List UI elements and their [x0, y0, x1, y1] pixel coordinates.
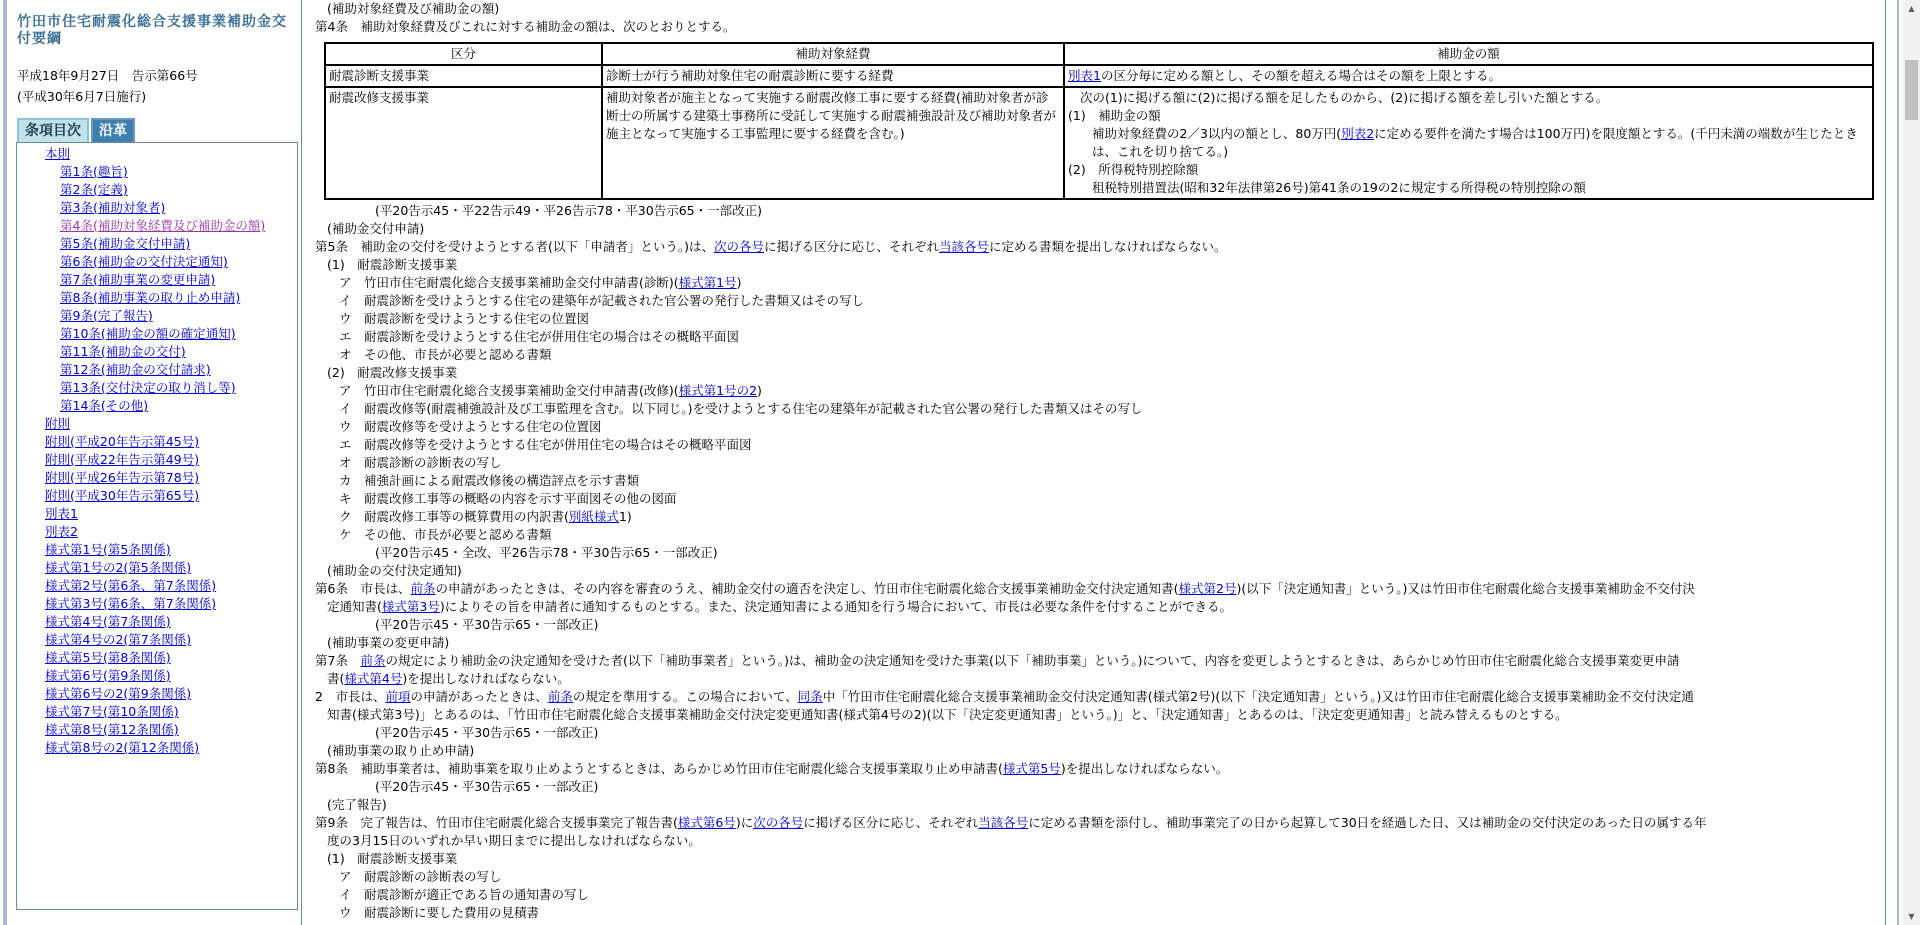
link-same-article[interactable]: 同条: [797, 689, 823, 704]
toc-link-article-1[interactable]: 第1条(趣旨): [60, 164, 128, 179]
frame-border-divider: [301, 0, 302, 925]
amendment-note: (平20告示45・平30告示65・一部改正): [375, 617, 599, 632]
toc-item: [17, 379, 297, 397]
toc-item: [17, 181, 297, 199]
article-7-paragraph-2-cont: 知書(様式第3号)」とあるのは、「竹田市住宅耐震化総合支援事業補助金交付決定変更通知書(様式第4号の2)(以下「決定変更通知書」という。)」と、「決定通知書」とあるのは、「決定変更通知書」と読み替えるものとする。: [327, 707, 1568, 722]
law-body: [315, 0, 1875, 925]
link-form-6[interactable]: 様式第6号: [677, 815, 736, 830]
article-number: 第8条: [315, 761, 348, 776]
link-form-1-2[interactable]: 様式第1号の2: [678, 383, 758, 398]
toc-item: [17, 289, 297, 307]
link-previous-article[interactable]: 前条: [547, 689, 573, 704]
toc-item: [17, 415, 297, 433]
frame-border-left: [3, 0, 7, 925]
toc-item: [17, 325, 297, 343]
link-said-items[interactable]: 当該各号: [978, 815, 1029, 830]
toc-link-form-6-2[interactable]: 様式第6号の2(第9条関係): [45, 686, 192, 701]
toc-link-honsoku[interactable]: 本則: [45, 146, 71, 161]
sub-item: エ 耐震診断を受けようとする住宅が併用住宅の場合はその概略平面図: [339, 329, 740, 344]
toc-item: [17, 613, 297, 631]
toc-item: [17, 235, 297, 253]
sub-item: オ その他、市長が必要と認める書類: [339, 347, 552, 362]
table-header: 補助金の額: [1064, 43, 1873, 65]
toc-link-fusoku-h30[interactable]: 附則(平成30年告示第65号): [45, 488, 200, 503]
amendment-note: (平20告示45・平30告示65・一部改正): [375, 725, 599, 740]
frame-border-right: [1885, 0, 1886, 925]
toc-item: [17, 307, 297, 325]
item-title: (1) 耐震診断支援事業: [327, 257, 458, 272]
amendment-note: (平20告示45・全改、平26告示78・平30告示65・一部改正): [375, 545, 718, 560]
law-title: 竹田市住宅耐震化総合支援事業補助金交付要綱: [17, 14, 287, 47]
toc-item: [17, 631, 297, 649]
sub-item: キ 耐震改修工事等の概略の内容を示す平面図その他の図面: [339, 491, 677, 506]
toc-link-article-10[interactable]: 第10条(補助金の額の確定通知): [60, 326, 236, 341]
toc-item: [17, 451, 297, 469]
toc-link-article-9[interactable]: 第9条(完了報告): [60, 308, 153, 323]
promulgation-date: 平成18年9月27日 告示第66号: [17, 68, 198, 83]
frame-border-outer: [1897, 0, 1899, 925]
article-7-text: 第7条 前条の規定により補助金の決定通知を受けた者(以下「補助事業者」という。)は、補助金の決定通知を受けた事業(以下「補助事業」という。)について、内容を変更しようとするときは、あらかじめ竹田市住宅耐震化総合支援事業変更申請: [315, 653, 1680, 668]
toc-item: [17, 397, 297, 415]
sub-item: ア 竹田市住宅耐震化総合支援事業補助金交付申請書(診断)(様式第1号): [339, 275, 742, 290]
article-7-paragraph-2: 2 市長は、前項の申請があったときは、前条の規定を準用する。この場合において、同条中「竹田市住宅耐震化総合支援事業補助金交付決定通知書(様式第2号)(以下「決定通知書」という。)又は竹田市住宅耐震化総合支援事業補助金不交付決定通: [315, 689, 1694, 704]
scrollbar-thumb[interactable]: [1905, 60, 1918, 120]
toc-link-article-3[interactable]: 第3条(補助対象者): [60, 200, 166, 215]
table-row: [325, 87, 1873, 199]
toc-link-article-7[interactable]: 第7条(補助事業の変更申請): [60, 272, 216, 287]
toc-link-fusoku-h26[interactable]: 附則(平成26年告示第78号): [45, 470, 200, 485]
sub-item: ア 耐震診断の診断表の写し: [339, 869, 502, 884]
sidebar: [0, 0, 300, 925]
article-4-text: [315, 18, 1875, 36]
article-5-caption: (補助金交付申請): [327, 221, 425, 236]
toc-item: [17, 649, 297, 667]
article-body: 補助対象経費及びこれに対する補助金の額は、次のとおりとする。: [360, 19, 736, 34]
article-number: 第5条: [315, 239, 348, 254]
toc-link-article-2[interactable]: 第2条(定義): [60, 182, 128, 197]
toc-link-article-11[interactable]: 第11条(補助金の交付): [60, 344, 186, 359]
link-form-4[interactable]: 様式第4号: [344, 671, 403, 686]
article-8-caption: (補助事業の取り止め申請): [327, 743, 475, 758]
article-5-text: 第5条 補助金の交付を受けようとする者(以下「申請者」という。)は、次の各号に掲げる区分に応じ、それぞれ当該各号に定める書類を提出しなければならない。: [315, 239, 1227, 254]
table-header-row: [325, 43, 1873, 65]
toc-item: [17, 595, 297, 613]
article-4-caption: (補助対象経費及び補助金の額): [327, 1, 500, 16]
toc-link-article-4[interactable]: 第4条(補助対象経費及び補助金の額): [60, 218, 266, 233]
sub-item: ア 竹田市住宅耐震化総合支援事業補助金交付申請書(改修)(様式第1号の2): [339, 383, 762, 398]
sub-item: ケ その他、市長が必要と認める書類: [339, 527, 552, 542]
link-form-1[interactable]: 様式第1号: [678, 275, 737, 290]
table-cell: 次の(1)に掲げる額に(2)に掲げる額を足したものから、(2)に掲げる額を差し引いた額とする。 (1) 補助金の額 補助対象経費の2／3以内の額とし、80万円(別表2に定める要件を満たす場合は100万円)を限度額とする。(千円未満の端数が生じたときは、これを切り捨てる。) (2) 所得税特別控除額 租税特別措置法(昭和32年法律第26号)第41条の19の2に規定する所得税の特別控除の額: [1064, 87, 1873, 199]
toc-item: [17, 577, 297, 595]
article-9-text: 第9条 完了報告は、竹田市住宅耐震化総合支援事業完了報告書(様式第6号)に次の各号に掲げる区分に応じ、それぞれ当該各号に定める書類を添付し、補助事業完了の日から起算して30日を経過した日、又は補助金の交付決定のあった日の属する年: [315, 815, 1707, 830]
sub-item: ウ 耐震改修等を受けようとする住宅の位置図: [339, 419, 602, 434]
toc-item: [17, 199, 297, 217]
article-number: 第9条: [315, 815, 348, 830]
toc-link-article-14[interactable]: 第14条(その他): [60, 398, 149, 413]
toc-item: [17, 271, 297, 289]
toc-item: [17, 523, 297, 541]
toc-link-form-5[interactable]: 様式第5号(第8条関係): [45, 650, 171, 665]
table-header: 補助対象経費: [602, 43, 1064, 65]
subsidy-table: [324, 42, 1874, 200]
link-appendix-1[interactable]: 別表1: [1068, 68, 1101, 83]
table-of-contents: [16, 142, 298, 910]
toc-item: [17, 361, 297, 379]
link-said-items[interactable]: 当該各号: [939, 239, 990, 254]
link-following-items[interactable]: 次の各号: [753, 815, 804, 830]
link-previous-paragraph[interactable]: 前項: [385, 689, 411, 704]
sub-item: エ 耐震改修等を受けようとする住宅が併用住宅の場合はその概略平面図: [339, 437, 752, 452]
toc-item: [17, 253, 297, 271]
toc-item: [17, 343, 297, 361]
article-6-text-cont: 定通知書(様式第3号)によりその旨を申請者に通知するものとする。また、決定通知書による通知を行う場合において、市長は必要な条件を付することができる。: [327, 599, 1232, 614]
link-separate-form[interactable]: 別紙様式: [568, 509, 619, 524]
toc-item: [17, 433, 297, 451]
link-form-5[interactable]: 様式第5号: [1002, 761, 1061, 776]
sub-item: ウ 耐震診断を受けようとする住宅の位置図: [339, 311, 590, 326]
sidebar-tabs: [17, 118, 137, 143]
article-number: 第4条: [315, 19, 348, 34]
sub-item: イ 耐震診断が適正である旨の通知書の写し: [339, 887, 590, 902]
table-row: [325, 65, 1873, 87]
table-cell: 耐震診断支援事業: [325, 65, 602, 87]
tab-history[interactable]: 沿革: [91, 118, 135, 142]
enforcement-date: (平成30年6月7日施行): [17, 89, 147, 104]
amendment-note: (平20告示45・平22告示49・平26告示78・平30告示65・一部改正): [375, 203, 763, 218]
toc-link-form-1-2[interactable]: 様式第1号の2(第5条関係): [45, 560, 192, 575]
toc-item: [17, 145, 297, 163]
toc-link-appendix-1[interactable]: 別表1: [45, 506, 78, 521]
toc-item: [17, 541, 297, 559]
table-cell: 補助対象者が施主となって実施する耐震改修工事に要する経費(補助対象者が診断士の所属する建築士事務所に受託して実施する耐震補強設計及び補助対象者が施主となって実施する工事監理に要する経費を含む。): [602, 87, 1064, 199]
toc-item: [17, 469, 297, 487]
toc-link-form-6[interactable]: 様式第6号(第9条関係): [45, 668, 171, 683]
article-7-text-cont: 書(様式第4号)を提出しなければならない。: [327, 671, 570, 686]
sub-item: イ 耐震改修等(耐震補強設計及び工事監理を含む。以下同じ。)を受けようとする住宅の建築年が記載された官公署の発行した書類又はその写し: [339, 401, 1143, 416]
toc-item: [17, 739, 297, 757]
scroll-down-arrow-icon[interactable]: ▼: [1908, 912, 1915, 921]
toc-link-form-2[interactable]: 様式第2号(第6条、第7条関係): [45, 578, 217, 593]
table-header: 区分: [325, 43, 602, 65]
toc-item: [17, 721, 297, 739]
sub-item: オ 耐震診断の診断表の写し: [339, 455, 502, 470]
article-number: 第7条: [315, 653, 348, 668]
sub-item: イ 耐震診断を受けようとする住宅の建築年が記載された官公署の発行した書類又はその写し: [339, 293, 865, 308]
table-cell: 別表1の区分毎に定める額とし、その額を超える場合はその額を上限とする。: [1064, 65, 1873, 87]
article-9-text-cont: 度の3月15日のいずれか早い期日までに提出しなければならない。: [327, 833, 701, 848]
article-7-caption: (補助事業の変更申請): [327, 635, 450, 650]
article-8-text: 第8条 補助事業者は、補助事業を取り止めようとするときは、あらかじめ竹田市住宅耐震化総合支援事業取り止め申請書(様式第5号)を提出しなければならない。: [315, 761, 1229, 776]
toc-link-appendix-2[interactable]: 別表2: [45, 524, 78, 539]
toc-item: [17, 559, 297, 577]
toc-list: [17, 145, 297, 757]
toc-item: [17, 217, 297, 235]
vertical-scrollbar[interactable]: [1903, 0, 1920, 925]
toc-link-fusoku-h22[interactable]: 附則(平成22年告示第49号): [45, 452, 200, 467]
amendment-note: (平20告示45・平30告示65・一部改正): [375, 779, 599, 794]
article-6-caption: (補助金の交付決定通知): [327, 563, 462, 578]
article-6-text: 第6条 市長は、前条の申請があったときは、その内容を審査のうえ、補助金交付の適否を決定し、竹田市住宅耐震化総合支援事業補助金交付決定通知書(様式第2号)(以下「決定通知書」という。)又は竹田市住宅耐震化総合支援事業補助金不交付決: [315, 581, 1695, 596]
toc-item: [17, 487, 297, 505]
sub-item: カ 補強計画による耐震改修後の構造評点を示す書類: [339, 473, 640, 488]
toc-link-article-5[interactable]: 第5条(補助金交付申請): [60, 236, 191, 251]
link-previous-article[interactable]: 前条: [410, 581, 436, 596]
toc-item: [17, 685, 297, 703]
toc-link-fusoku-h20[interactable]: 附則(平成20年告示第45号): [45, 434, 200, 449]
table-cell: 診断士が行う補助対象住宅の耐震診断に要する経費: [602, 65, 1064, 87]
toc-link-article-13[interactable]: 第13条(交付決定の取り消し等): [60, 380, 236, 395]
article-number: 第6条: [315, 581, 348, 596]
toc-link-form-1[interactable]: 様式第1号(第5条関係): [45, 542, 171, 557]
toc-item: [17, 667, 297, 685]
toc-link-form-4-2[interactable]: 様式第4号の2(第7条関係): [45, 632, 192, 647]
toc-link-article-8[interactable]: 第8条(補助事業の取り止め申請): [60, 290, 241, 305]
link-form-3[interactable]: 様式第3号: [381, 599, 440, 614]
toc-link-article-12[interactable]: 第12条(補助金の交付請求): [60, 362, 211, 377]
toc-link-form-3[interactable]: 様式第3号(第6条、第7条関係): [45, 596, 217, 611]
link-previous-article[interactable]: 前条: [360, 653, 386, 668]
tab-article-index[interactable]: 条項目次: [17, 118, 89, 142]
link-appendix-2[interactable]: 別表2: [1341, 126, 1375, 141]
sub-item: ウ 耐震診断に要した費用の見積書: [339, 905, 540, 920]
link-form-2[interactable]: 様式第2号: [1178, 581, 1237, 596]
item-title: (1) 耐震診断支援事業: [327, 851, 458, 866]
table-cell: 耐震改修支援事業: [325, 87, 602, 199]
toc-link-fusoku[interactable]: 附則: [45, 416, 71, 431]
toc-item: [17, 163, 297, 181]
toc-link-form-8-2[interactable]: 様式第8号の2(第12条関係): [45, 740, 200, 755]
toc-link-article-6[interactable]: 第6条(補助金の交付決定通知): [60, 254, 228, 269]
sub-item: ク 耐震改修工事等の概算費用の内訳書(別紙様式1): [339, 509, 632, 524]
toc-link-form-8[interactable]: 様式第8号(第12条関係): [45, 722, 179, 737]
toc-item: [17, 703, 297, 721]
toc-link-form-7[interactable]: 様式第7号(第10条関係): [45, 704, 179, 719]
link-following-items[interactable]: 次の各号: [713, 239, 764, 254]
article-9-caption: (完了報告): [327, 797, 387, 812]
item-title: (2) 耐震改修支援事業: [327, 365, 458, 380]
toc-link-form-4[interactable]: 様式第4号(第7条関係): [45, 614, 171, 629]
toc-item: [17, 505, 297, 523]
scroll-up-arrow-icon[interactable]: ▲: [1908, 4, 1915, 13]
